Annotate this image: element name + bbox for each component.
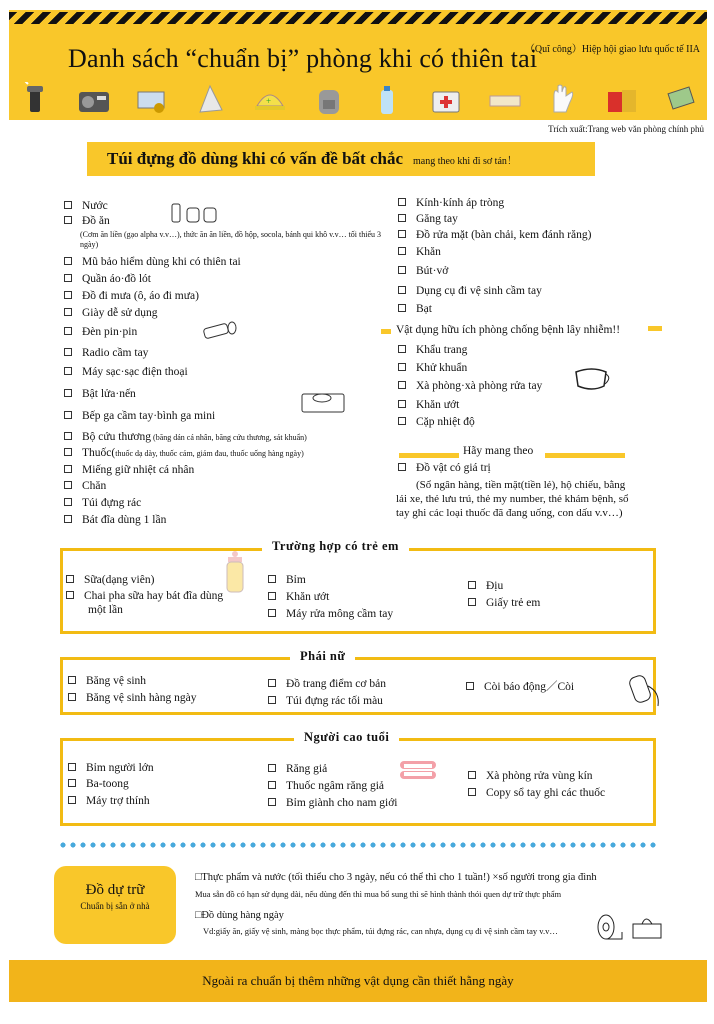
list-item[interactable]: Khử khuẩn	[398, 362, 467, 374]
list-item[interactable]: Dụng cụ đi vệ sinh cầm tay	[398, 285, 542, 297]
checkbox[interactable]	[398, 363, 406, 371]
checkbox[interactable]	[64, 348, 72, 356]
footer-text: Ngoài ra chuẩn bị thêm những vật dụng cần thiết hằng ngày	[202, 973, 514, 988]
food-cans-icon	[170, 200, 222, 224]
checkbox[interactable]	[64, 257, 72, 265]
checkbox[interactable]	[468, 788, 476, 796]
food-note: (Cơm ăn liền (gạo alpha v.v…), thức ăn ăn liền, đồ hộp, socola, bánh qui khô v.v… tối thiểu 3 ngày)	[80, 230, 382, 249]
checkbox[interactable]	[64, 432, 72, 440]
checkbox[interactable]	[468, 771, 476, 779]
checkbox[interactable]	[68, 676, 76, 684]
list-item[interactable]: Sữa(dạng viên)	[66, 574, 154, 586]
list-item[interactable]: Đồ trang điểm cơ bản	[268, 678, 386, 690]
checkbox[interactable]	[398, 214, 406, 222]
list-item[interactable]: Quần áo·đồ lót	[64, 273, 151, 285]
list-item[interactable]: Băng vệ sinh hàng ngày	[68, 692, 197, 704]
list-item[interactable]: Ba-toong	[68, 778, 129, 790]
list-item[interactable]: Túi đựng rác	[64, 497, 141, 509]
bag-subtitle: mang theo khi đi sơ tán！	[413, 155, 517, 167]
bag-title: Túi đựng đồ dùng khi có vấn đề bất chắc	[107, 149, 403, 168]
bag-banner	[87, 142, 595, 176]
list-item[interactable]: Miếng giữ nhiệt cá nhân	[64, 464, 194, 476]
checkbox[interactable]	[64, 481, 72, 489]
list-item[interactable]: Còi báo động／Còi	[466, 678, 574, 694]
checkbox[interactable]	[268, 609, 276, 617]
first-aid-kit-icon	[429, 82, 463, 116]
reserve-item-daily[interactable]: □Đồ dùng hàng ngày	[195, 910, 284, 921]
checkbox[interactable]	[398, 286, 406, 294]
radio-icon	[77, 82, 111, 116]
list-item[interactable]: Khẩu trang	[398, 344, 467, 356]
checkbox[interactable]	[64, 201, 72, 209]
reserve-subtitle: Chuẩn bị sẵn ở nhà	[80, 901, 150, 911]
checkbox[interactable]	[268, 679, 276, 687]
list-item[interactable]: Máy rửa mông cầm tay	[268, 608, 393, 620]
checkbox[interactable]	[398, 381, 406, 389]
list-item[interactable]: Đồ đi mưa (ô, áo đi mưa)	[64, 290, 199, 302]
list-item[interactable]: Bếp ga cầm tay·bình ga mini	[64, 410, 215, 422]
list-item[interactable]: Xà phòng·xà phòng rửa tay	[398, 380, 542, 392]
checkbox[interactable]	[268, 781, 276, 789]
checkbox[interactable]	[398, 345, 406, 353]
checkbox[interactable]	[64, 308, 72, 316]
list-item[interactable]: Nước	[64, 200, 108, 212]
documents-icon	[664, 82, 698, 116]
page-title: Danh sách “chuẩn bị” phòng khi có thiên tai	[68, 44, 538, 73]
list-item[interactable]: Giày dễ sử dụng	[64, 307, 158, 319]
emergency-blanket-icon	[194, 82, 228, 116]
checkbox[interactable]	[468, 598, 476, 606]
list-item[interactable]: Copy sổ tay ghi các thuốc	[468, 787, 605, 799]
list-item[interactable]: Đồ rửa mặt (bàn chải, kem đánh răng)	[398, 229, 591, 241]
checkbox[interactable]	[64, 448, 72, 456]
checkbox[interactable]	[398, 400, 406, 408]
whistle-icon	[628, 672, 668, 708]
list-item[interactable]: Mũ bảo hiểm dùng khi có thiên tai	[64, 256, 241, 268]
list-item[interactable]: Bỉm người lớn	[68, 762, 154, 774]
checkbox[interactable]	[268, 592, 276, 600]
organization-label: （Quĩ công）Hiệp hội giao lưu quốc tế IIA	[524, 44, 700, 55]
list-item[interactable]: Khăn ướt	[268, 591, 329, 603]
list-item[interactable]: Bỉm	[268, 574, 306, 586]
checkbox[interactable]	[68, 796, 76, 804]
checkbox[interactable]	[398, 304, 406, 312]
list-item[interactable]: Xà phòng rửa vùng kín	[468, 770, 593, 782]
reserve-item-food[interactable]: □Thực phẩm và nước (tối thiểu cho 3 ngày, nếu có thể thì cho 1 tuần!) ×số người trong gia đình	[195, 872, 597, 883]
checkbox[interactable]	[66, 591, 74, 599]
list-item[interactable]: Kính·kính áp tròng	[398, 197, 504, 209]
dentures-icon	[398, 758, 438, 782]
checkbox[interactable]	[68, 763, 76, 771]
gloves-icon	[546, 82, 580, 116]
checkbox[interactable]	[268, 696, 276, 704]
list-item[interactable]: Đồ ăn	[64, 215, 110, 227]
checkbox[interactable]	[468, 581, 476, 589]
women-title: Phái nữ	[290, 649, 355, 664]
toilet-paper-icon	[596, 912, 626, 942]
checkbox[interactable]	[398, 247, 406, 255]
list-item[interactable]: Đèn pin·pin	[64, 326, 137, 338]
list-item[interactable]: Găng tay	[398, 213, 458, 225]
checkbox[interactable]	[64, 216, 72, 224]
wrap-film-icon	[488, 82, 522, 116]
list-item[interactable]: Băng vệ sinh	[68, 675, 146, 687]
reserve-item-daily-note: Vd:giấy ăn, giấy vệ sinh, màng bọc thực phẩm, túi đựng rác, can nhựa, dụng cụ đi vệ sinh cầm tay v.v…	[203, 926, 558, 936]
list-item[interactable]: Chai pha sữa hay bát đĩa dùng	[66, 590, 223, 602]
highlight-bar	[648, 326, 662, 331]
checkbox[interactable]	[398, 417, 406, 425]
backpack-icon	[312, 82, 346, 116]
children-title: Trường hợp có trẻ em	[262, 539, 409, 554]
list-item[interactable]: Khăn ướt	[398, 399, 459, 411]
checkbox[interactable]	[64, 389, 72, 397]
footer-banner	[9, 960, 707, 1002]
infection-title: Vật dụng hữu ích phòng chống bệnh lây nhiễm!!	[396, 324, 621, 336]
checkbox[interactable]	[64, 411, 72, 419]
highlight-bar	[545, 453, 625, 458]
list-item[interactable]: Bật lửa·nến	[64, 388, 136, 400]
mask-icon	[570, 366, 614, 392]
checkbox[interactable]	[64, 327, 72, 335]
checkbox[interactable]	[64, 274, 72, 282]
list-item[interactable]: Khăn	[398, 246, 441, 258]
svg-text:+: +	[265, 96, 271, 106]
list-item[interactable]: Bát đĩa dùng 1 lần	[64, 514, 166, 526]
checkbox[interactable]	[398, 198, 406, 206]
list-item[interactable]: Máy sạc·sạc điện thoại	[64, 366, 188, 378]
list-item-continued: một lần	[88, 604, 123, 616]
reserve-title: Đồ dự trữ	[85, 882, 145, 898]
canned-food-icon	[605, 82, 639, 116]
checkbox[interactable]	[64, 367, 72, 375]
checkbox[interactable]	[398, 266, 406, 274]
highlight-bar	[399, 453, 459, 458]
list-item[interactable]: Bạt	[398, 303, 432, 315]
checkbox[interactable]	[64, 291, 72, 299]
reserve-item-food-note: Mua sẵn đồ có hạn sử dụng dài, nếu dùng đến thì mua bổ sung thì sẽ hình thành thói quen dự trữ thực phẩm	[195, 889, 562, 899]
highlight-bar	[381, 329, 391, 334]
header-icon-row	[18, 78, 698, 116]
checkbox[interactable]	[64, 465, 72, 473]
checkbox[interactable]	[68, 779, 76, 787]
checkbox[interactable]	[68, 693, 76, 701]
baby-bottle-icon	[222, 551, 248, 593]
money-icon	[135, 82, 169, 116]
helmet-icon	[253, 82, 287, 116]
flashlight-icon	[18, 82, 52, 116]
list-item[interactable]: Địu	[468, 580, 503, 592]
list-item[interactable]: Bỉm giành cho nam giới	[268, 797, 398, 809]
list-item[interactable]: Bút·vở	[398, 265, 448, 277]
list-item[interactable]: Bộ cứu thương (băng dán cá nhân, băng cứu thương, sát khuẩn)	[64, 431, 307, 443]
checkbox[interactable]	[466, 682, 474, 690]
checkbox[interactable]	[64, 515, 72, 523]
list-item[interactable]: Cặp nhiệt độ	[398, 416, 475, 428]
bring-title: Hãy mang theo	[463, 445, 534, 457]
valuables-note: (Sổ ngân hàng, tiền mặt(tiền lẻ), hộ chiếu, bằng lái xe, thẻ lưu trú, thẻ my number, thẻ khám bệnh, sổ tay ghi các loại thuốc đã đang uống, con dấu v.v…)	[396, 479, 629, 519]
list-item[interactable]: Radio cầm tay	[64, 347, 148, 359]
list-item[interactable]: Răng giả	[268, 763, 327, 775]
checkbox[interactable]	[268, 764, 276, 772]
flashlight-icon	[200, 320, 240, 342]
reserve-box	[54, 866, 176, 944]
dotted-divider	[58, 842, 658, 848]
water-bottle-icon	[370, 82, 404, 116]
checkbox[interactable]	[268, 575, 276, 583]
list-item[interactable]: Đồ vật có giá trị	[398, 462, 491, 474]
checkbox[interactable]	[268, 798, 276, 806]
list-item[interactable]: Túi đựng rác tối màu	[268, 695, 383, 707]
checkbox[interactable]	[64, 498, 72, 506]
list-item[interactable]: Giấy trẻ em	[468, 597, 540, 609]
checkbox[interactable]	[66, 575, 74, 583]
list-item[interactable]: Máy trợ thính	[68, 795, 150, 807]
hazard-stripe	[9, 12, 707, 24]
elderly-title: Người cao tuổi	[294, 730, 399, 745]
source-label: Trích xuất:Trang web văn phòng chính phủ	[548, 124, 704, 134]
gas-stove-icon	[300, 386, 348, 416]
list-item[interactable]: Chăn	[64, 480, 106, 492]
checkbox[interactable]	[398, 463, 406, 471]
tissue-box-icon	[630, 912, 664, 942]
list-item[interactable]: Thuốc(thuốc dạ dày, thuốc cảm, giảm đau, thuốc uống hàng ngày)	[64, 447, 304, 459]
checkbox[interactable]	[398, 230, 406, 238]
list-item[interactable]: Thuốc ngâm răng giả	[268, 780, 384, 792]
